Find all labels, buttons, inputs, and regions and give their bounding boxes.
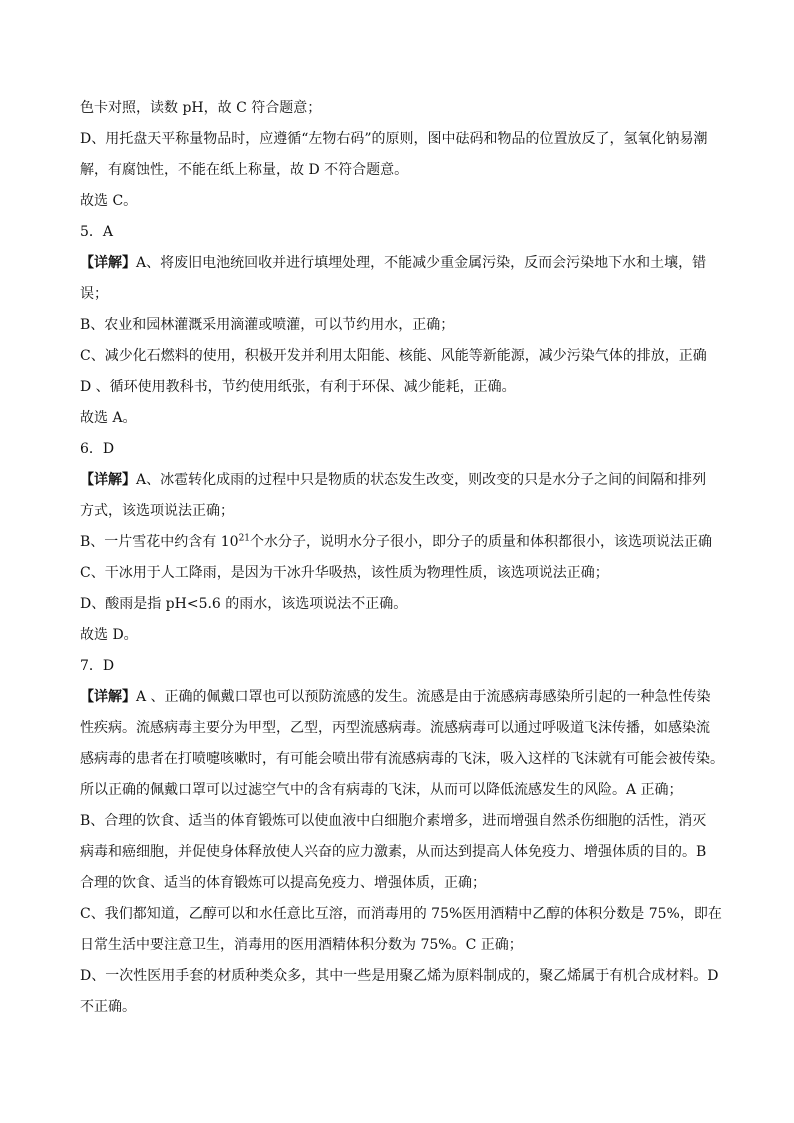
text-line xyxy=(80,532,720,563)
explanation-tag: 【详解】 xyxy=(80,689,136,705)
text-line: 误； xyxy=(80,286,108,302)
exponent: 21 xyxy=(238,533,251,544)
explanation-tag: 【详解】 xyxy=(80,255,136,271)
text-line: 合理的饮食、适当的体育锻炼可以提高免疫力、增强体质，正确； xyxy=(80,875,486,891)
text-line xyxy=(80,687,720,718)
text-line: 病毒和癌细胞，并促使身体释放使人兴奋的应力激素，从而达到提高人体免疫力、增强体质的目的。B xyxy=(80,844,707,860)
answer-number-6: 6．D xyxy=(80,441,115,457)
text-span: A 、正确的佩戴口罩也可以预防流感的发生。流感是由于流感病毒感染所引起的一种急性传染 xyxy=(136,689,711,705)
text-line: C、干冰用于人工降雨，是因为干冰升华吸热，该性质为物理性质，该选项说法正确； xyxy=(80,565,609,581)
text-span: B、一片雪花中约含有 10 xyxy=(80,534,239,550)
text-line: 性疾病。流感病毒主要分为甲型，乙型，丙型流感病毒。流感病毒可以通过呼吸道飞沫传播，如感染流 xyxy=(80,720,710,736)
text-line: 日常生活中要注意卫生，消毒用的医用酒精体积分数为 75%。C 正确； xyxy=(80,937,523,953)
text-line: B、农业和园林灌溉采用滴灌或喷灌，可以节约用水，正确； xyxy=(80,317,455,333)
explanation-tag: 【详解】 xyxy=(80,472,136,488)
text-line: 感病毒的患者在打喷嚏咳嗽时，有可能会喷出带有流感病毒的飞沫，吸入这样的飞沫就有可能会被传染。 xyxy=(80,751,724,767)
text-line: D、一次性医用手套的材质种类众多，其中一些是用聚乙烯为原料制成的，聚乙烯属于有机合成材料。D xyxy=(80,968,719,984)
text-line: D、用托盘天平称量物品时，应遵循“左物右码”的原则，图中砝码和物品的位置放反了，氢氧化钠易潮 xyxy=(80,131,708,147)
text-line: C、减少化石燃料的使用，积极开发并利用太阳能、核能、风能等新能源，减少污染气体的排放，正确 xyxy=(80,348,707,364)
document-body xyxy=(80,98,724,1028)
answer-number-7: 7．D xyxy=(80,658,115,674)
text-line: B、合理的饮食、适当的体育锻炼可以使血液中白细胞介素增多，进而增强自然杀伤细胞的活性，消灭 xyxy=(80,813,707,829)
text-line: 不正确。 xyxy=(80,999,136,1015)
text-span: A、将废旧电池统回收并进行填埋处理，不能减少重金属污染，反而会污染地下水和土壤，错 xyxy=(136,255,707,271)
text-line: D、酸雨是指 pH<5.6 的雨水，该选项说法不正确。 xyxy=(80,596,408,612)
text-line: 解，有腐蚀性，不能在纸上称量，故 D 不符合题意。 xyxy=(80,162,409,178)
text-line xyxy=(80,253,720,284)
text-span: 个水分子，说明水分子很小，即分子的质量和体积都很小，该选项说法正确 xyxy=(250,534,713,550)
text-line: 所以正确的佩戴口罩可以过滤空气中的含有病毒的飞沫，从而可以降低流感发生的风险。A 正确； xyxy=(80,782,683,798)
text-line: D 、循环使用教科书，节约使用纸张，有利于环保、减少能耗，正确。 xyxy=(80,379,516,395)
text-line: 色卡对照，读数 pH，故 C 符合题意； xyxy=(80,100,322,116)
text-span: A、冰雹转化成雨的过程中只是物质的状态发生改变，则改变的只是水分子之间的间隔和排列 xyxy=(136,472,707,488)
text-line xyxy=(80,470,720,501)
text-line: 故选 A。 xyxy=(80,410,137,426)
text-line: 故选 D。 xyxy=(80,627,138,643)
text-line: 方式，该选项说法正确； xyxy=(80,503,234,519)
text-line: 故选 C。 xyxy=(80,193,138,209)
answer-number-5: 5．A xyxy=(80,224,114,240)
text-line: C、我们都知道，乙醇可以和水任意比互溶，而消毒用的 75%医用酒精中乙醇的体积分数是 75%，即在 xyxy=(80,906,722,922)
